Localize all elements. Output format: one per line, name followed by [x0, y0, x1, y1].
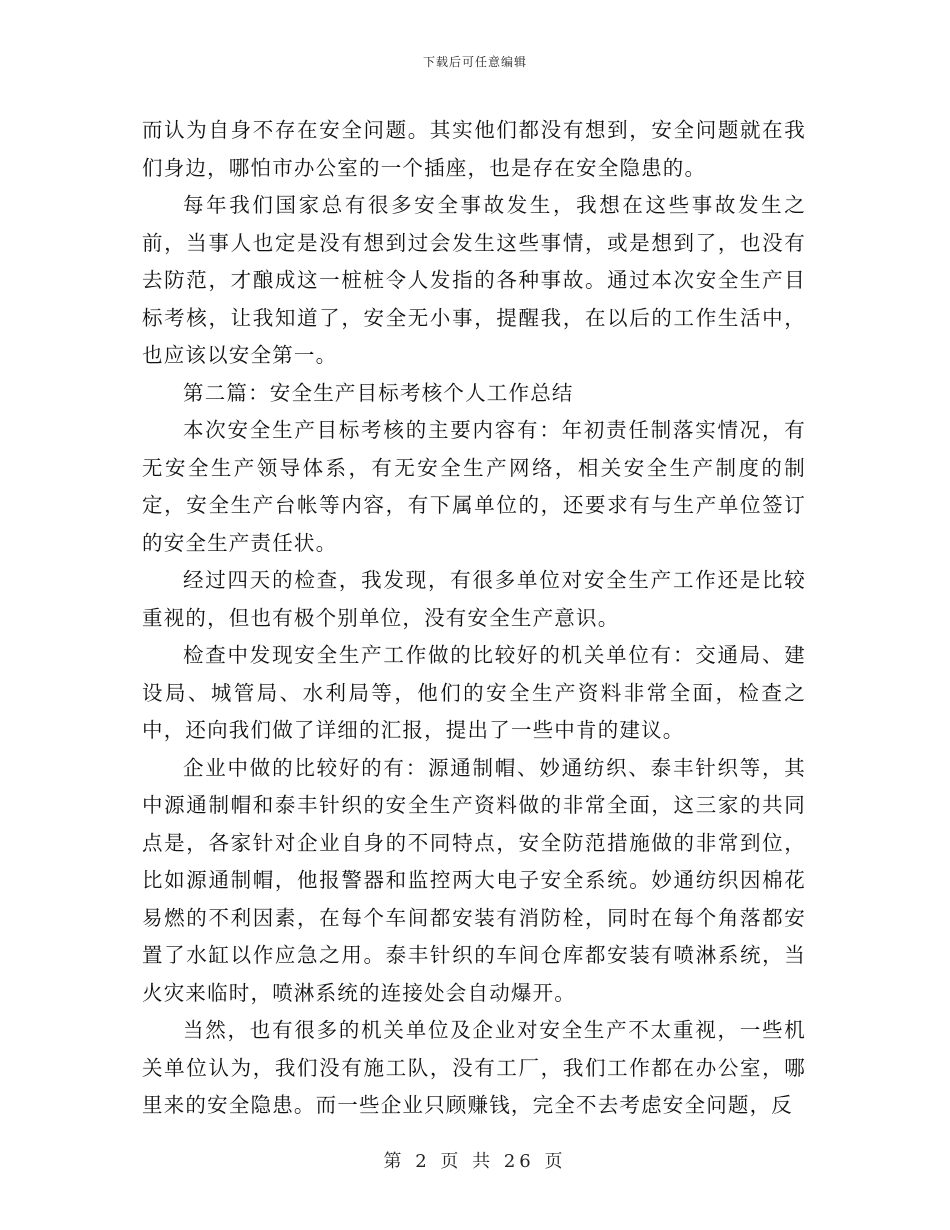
paragraph-7: 当然，也有很多的机关单位及企业对安全生产不太重视，一些机关单位认为，我们没有施工队，没有工厂，我们工作都在办公室，哪里来的安全隐患。而一些企业只顾赚钱，完全不去考虑安全问题，反 — [142, 1018, 806, 1117]
document-body — [142, 112, 806, 1125]
paragraph-3: 本次安全生产目标考核的主要内容有：年初责任制落实情况，有无安全生产领导体系，有无安全生产网络，相关安全生产制度的制定，安全生产台帐等内容，有下属单位的，还要求有与生产单位签订的安全生产责任状。 — [142, 418, 806, 555]
paragraph-1: 而认为自身不存在安全问题。其实他们都没有想到，安全问题就在我们身边，哪怕市办公室的一个插座，也是存在安全隐患的。 — [142, 118, 806, 180]
paragraph-2: 每年我们国家总有很多安全事故发生，我想在这些事故发生之前，当事人也定是没有想到过会发生这些事情，或是想到了，也没有去防范，才酿成这一桩桩令人发指的各种事故。通过本次安全生产目标考核，让我知道了，安全无小事，提醒我，在以后的工作生活中，也应该以安全第一。 — [142, 193, 806, 367]
paragraph-4: 经过四天的检查，我发现，有很多单位对安全生产工作还是比较重视的，但也有极个别单位，没有安全生产意识。 — [142, 568, 806, 630]
paragraph-6: 企业中做的比较好的有：源通制帽、妙通纺织、泰丰针织等，其中源通制帽和泰丰针织的安全生产资料做的非常全面，这三家的共同点是，各家针对企业自身的不同特点，安全防范措施做的非常到位，比如源通制帽，他报警器和监控两大电子安全系统。妙通纺织因棉花易燃的不利因素，在每个车间都安装有消防栓，同时在每个角落都安置了水缸以作应急之用。泰丰针织的车间仓库都安装有喷淋系统，当火灾来临时，喷淋系统的连接处会自动爆开。 — [142, 755, 806, 1005]
paragraph-5: 检查中发现安全生产工作做的比较好的机关单位有：交通局、建设局、城管局、水利局等，他们的安全生产资料非常全面，检查之中，还向我们做了详细的汇报，提出了一些中肯的建议。 — [142, 643, 806, 742]
section-heading: 第二篇：安全生产目标考核个人工作总结 — [183, 380, 574, 405]
page-footer: 第 2 页 共 26 页 — [383, 1151, 567, 1172]
page-header: 下载后可任意编辑 — [422, 55, 527, 69]
